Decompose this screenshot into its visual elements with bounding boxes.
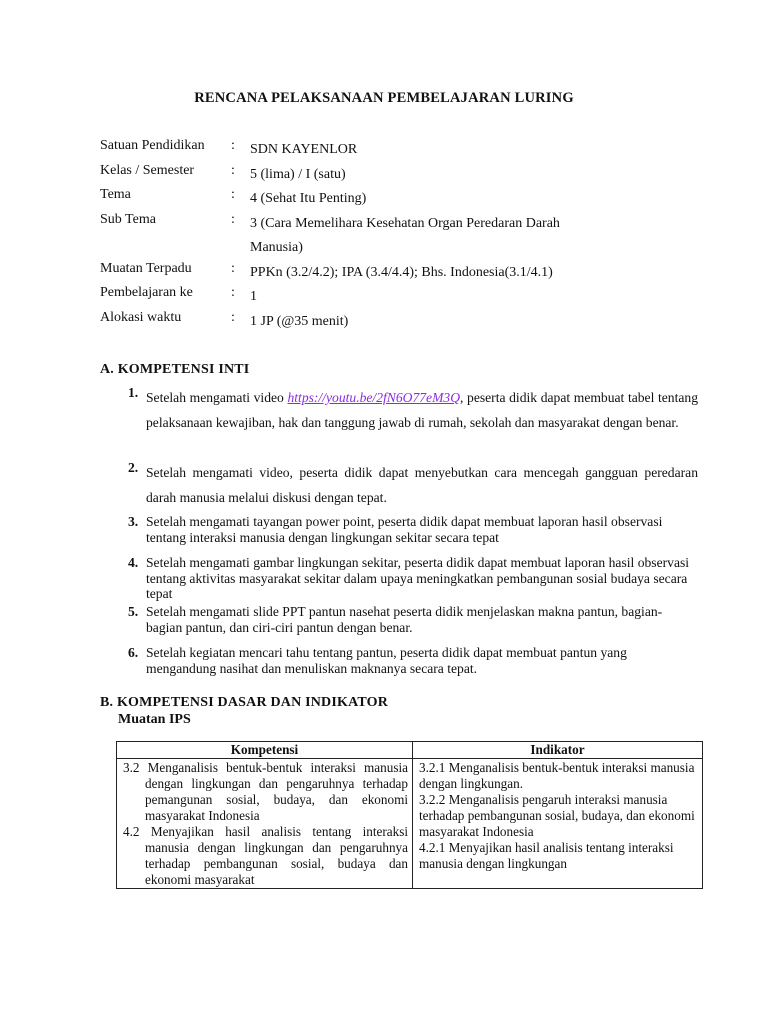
subheading-muatan: Muatan IPS [118,712,191,727]
kompetensi-cell [117,759,413,889]
identity-label: Satuan Pendidikan [100,138,205,153]
identity-label: Alokasi waktu [100,309,182,325]
identity-separator: : [231,260,235,276]
ki-number: 5. [128,604,139,619]
identity-label: Muatan Terpadu [100,260,192,276]
ki-text: Setelah mengamati tayangan power point, peserta didik dapat membuat laporan hasil observasi tentang interaksi manusia dengan lingkungan sekitar secara tepat [146,514,663,545]
identity-label: Sub Tema [100,211,156,227]
ki-number: 6. [128,645,139,660]
identity-value: 1 [250,289,257,304]
table-header-row [117,742,703,759]
ki-number: 1. [128,385,139,400]
section-heading-kompetensi-inti: A. KOMPETENSI INTI [100,362,250,377]
ki-text: Setelah mengamati slide PPT pantun nasehat peserta didik menjelaskan makna pantun, bagian-bagian pantun, dan ciri-ciri pantun dengan benar. [146,604,663,635]
identity-separator: : [231,211,235,227]
identity-value: 5 (lima) / I (satu) [250,166,346,182]
ki-text: Setelah mengamati gambar lingkungan sekitar, peserta didik dapat membuat laporan hasil observasi tentang aktivitas masyarakat sekitar dalam upaya meningkatkan pembangunan sosial budaya secara tepat [146,555,690,601]
kompetensi-entry: 4.2 Menyajikan hasil analisis tentang interaksi manusia dengan lingkungan dan pengaruhnya terhadap pembangunan sosial, budaya dan ekonomi masyarakat [123,824,408,887]
identity-separator: : [231,285,235,300]
column-header-indikator: Indikator [413,742,703,759]
section-heading-kompetensi-dasar: B. KOMPETENSI DASAR DAN INDIKATOR [100,695,389,710]
ki-text [146,385,698,435]
identity-separator: : [231,138,235,153]
identity-value: PPKn (3.2/4.2); IPA (3.4/4.4); Bhs. Indonesia(3.1/4.1) [250,264,553,280]
ki-text-part: Setelah mengamati video [146,390,288,405]
identity-label: Tema [100,187,131,202]
identity-value: 1 JP (@35 menit) [250,313,349,329]
ki-number: 4. [128,555,139,570]
indikator-entry: 3.2.2 Menganalisis pengaruh interaksi manusia terhadap pembangunan sosial, budaya, dan ekonomi masyarakat Indonesia [419,792,695,839]
video-link[interactable]: https://youtu.be/2fN6O77eM3Q [287,390,461,405]
identity-separator: : [231,162,235,178]
ki-number: 3. [128,514,139,529]
indikator-entry: 4.2.1 Menyajikan hasil analisis tentang interaksi manusia dengan lingkungan [419,840,674,871]
ki-text-part: , peserta didik dapat membuat tabel tentang pelaksanaan kewajiban, hak dan tanggung jawab di rumah, sekolah dan masyarakat dengan benar. [146,390,698,430]
identity-value: 3 (Cara Memelihara Kesehatan Organ Peredaran Darah Manusia) [250,215,560,255]
kompetensi-indikator-table [116,741,703,889]
ki-text: Setelah kegiatan mencari tahu tentang pantun, peserta didik dapat membuat pantun yang mengandung nasihat dan menuliskan maknanya secara tepat. [146,645,627,676]
identity-label: Kelas / Semester [100,162,195,178]
identity-label: Pembelajaran ke [100,285,193,300]
identity-separator: : [231,309,235,325]
kompetensi-entry: 3.2 Menganalisis bentuk-bentuk interaksi manusia dengan lingkungan dan pengaruhnya terhadap pemangunan sosial, budaya, dan ekonomi masyarakat Indonesia [123,760,408,823]
indikator-cell [413,759,703,889]
identity-value: 4 (Sehat Itu Penting) [250,191,367,206]
identity-separator: : [231,187,235,202]
document-title: RENCANA PELAKSANAAN PEMBELAJARAN LURING [194,90,574,106]
table-row [117,759,703,889]
ki-text: Setelah mengamati video, peserta didik dapat menyebutkan cara mencegah gangguan peredaran darah manusia melalui diskusi dengan tepat. [146,465,698,505]
ki-number: 2. [128,460,139,475]
identity-value: SDN KAYENLOR [250,142,358,157]
column-header-kompetensi: Kompetensi [117,742,413,759]
indikator-entry: 3.2.1 Menganalisis bentuk-bentuk interaksi manusia dengan lingkungan. [419,760,695,791]
